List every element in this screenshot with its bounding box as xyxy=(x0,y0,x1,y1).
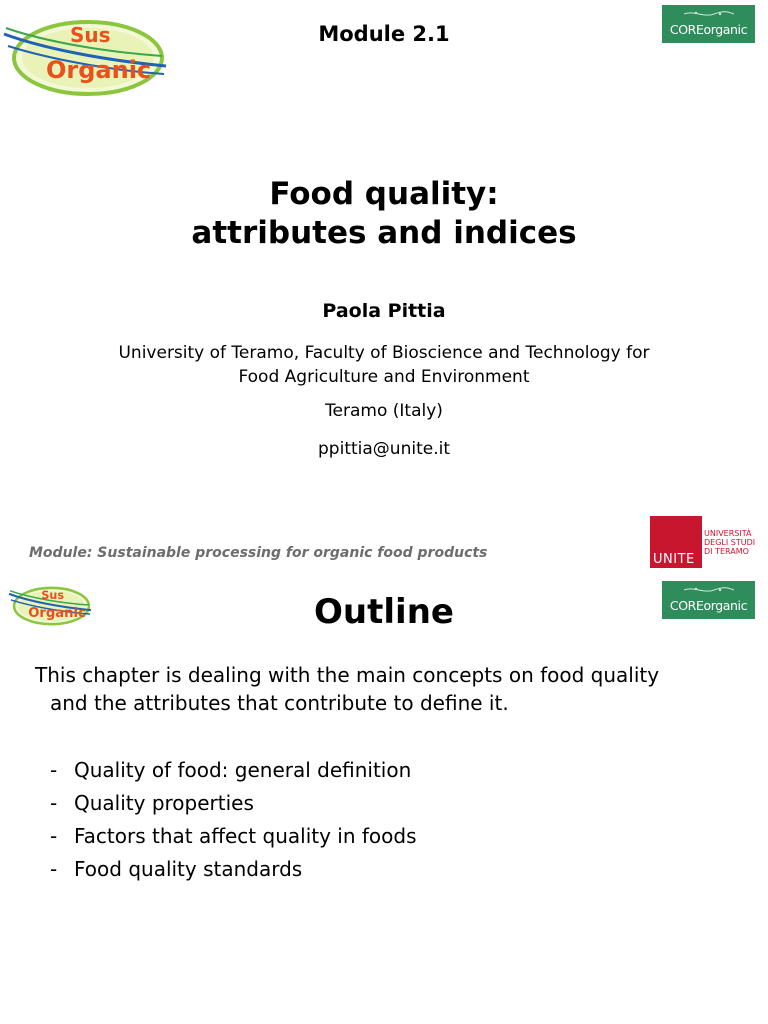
bullet-marker: - xyxy=(50,857,58,881)
title-line-1: Food quality: xyxy=(269,176,499,212)
bullet-marker: - xyxy=(50,791,58,815)
intro-line-1: This chapter is dealing with the main concepts on food quality xyxy=(35,663,660,687)
location: Teramo (Italy) xyxy=(325,401,443,421)
email-link[interactable]: ppittia@unite.it xyxy=(318,439,450,459)
affiliation-line-1: University of Teramo, Faculty of Bioscience and Technology for xyxy=(118,343,650,363)
affiliation-line-2: Food Agriculture and Environment xyxy=(238,367,530,387)
module-footer: Module: Sustainable processing for organic food products xyxy=(29,545,488,561)
bullet-text: Factors that affect quality in foods xyxy=(74,824,417,848)
list-item xyxy=(50,820,417,853)
unite-word: UNITE xyxy=(653,552,695,567)
intro-paragraph xyxy=(35,661,735,717)
svg-text:Organic: Organic xyxy=(28,606,86,622)
svg-text:Organic: Organic xyxy=(46,56,152,84)
outline-slide xyxy=(0,576,768,1024)
unite-subtitle: UNIVERSITÀ DEGLI STUDI DI TERAMO xyxy=(704,529,756,556)
bullet-text: Quality of food: general definition xyxy=(74,758,412,782)
list-item xyxy=(50,754,417,787)
intro-line-2: and the attributes that contribute to define it. xyxy=(50,691,509,715)
list-item xyxy=(50,787,417,820)
outline-bullet-list xyxy=(50,754,417,886)
svg-text:Sus: Sus xyxy=(70,23,111,47)
unite-logo xyxy=(650,516,758,568)
core-organic-logo: COREorganic xyxy=(662,5,755,43)
author-name: Paola Pittia xyxy=(322,300,446,322)
bullet-text: Quality properties xyxy=(74,791,254,815)
affiliation xyxy=(0,341,768,389)
bullet-text: Food quality standards xyxy=(74,857,303,881)
title-line-2: attributes and indices xyxy=(191,215,577,251)
svg-text:Sus: Sus xyxy=(41,588,64,602)
unite-red-box xyxy=(650,516,702,568)
outline-title: Outline xyxy=(314,592,454,632)
list-item xyxy=(50,853,417,886)
main-title xyxy=(0,175,768,253)
leaf-decoration-icon xyxy=(684,10,734,18)
module-label: Module 2.1 xyxy=(318,22,450,46)
core-organic-logo: COREorganic xyxy=(662,581,755,619)
bullet-marker: - xyxy=(50,824,58,848)
bullet-marker: - xyxy=(50,758,58,782)
leaf-decoration-icon xyxy=(684,586,734,594)
